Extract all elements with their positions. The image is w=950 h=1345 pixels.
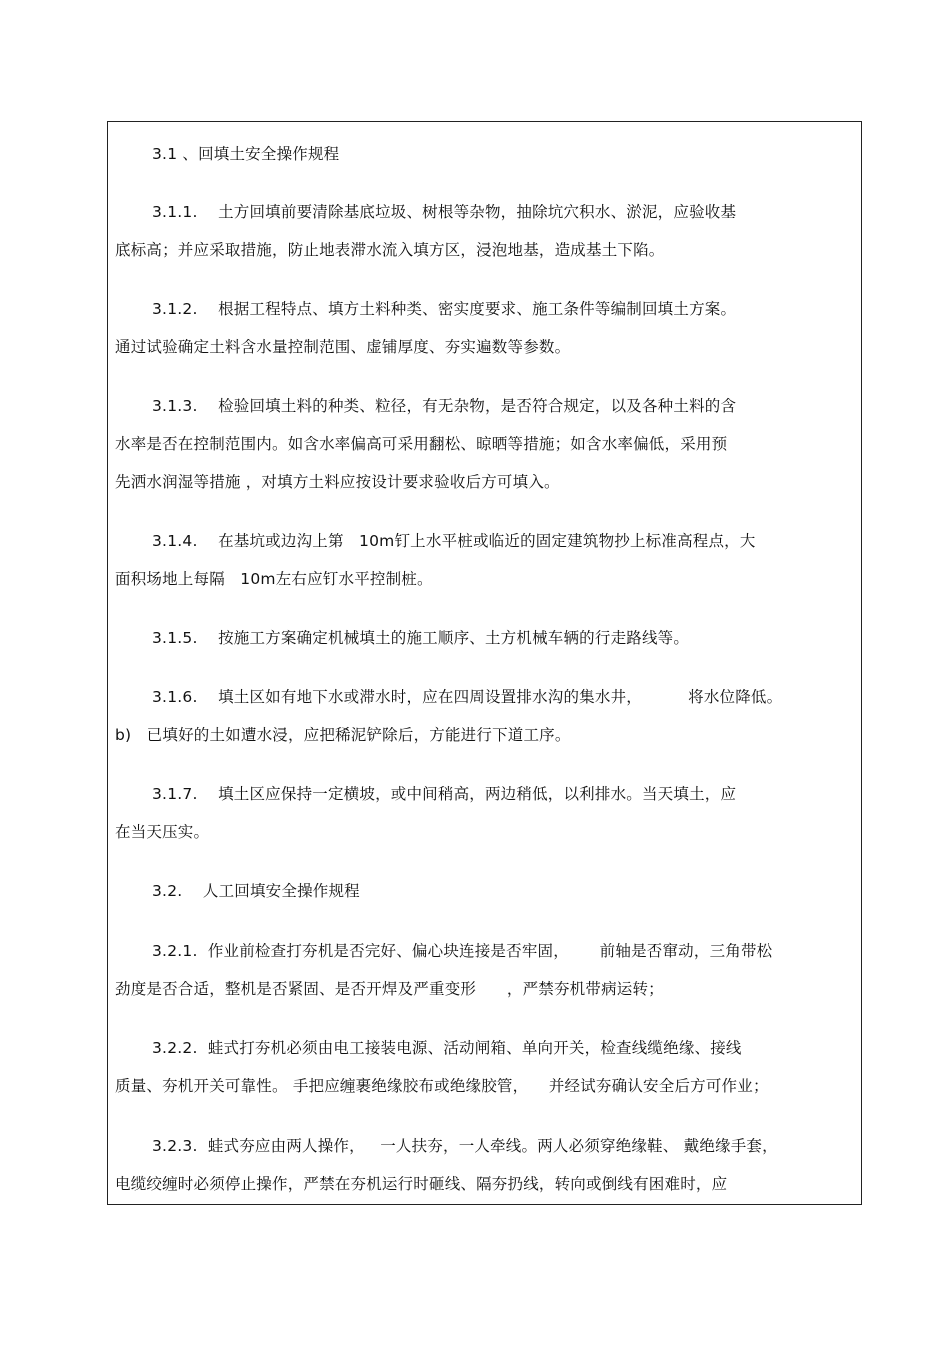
paragraph-first-line: 3.1.5. 按施工方案确定机械填土的施工顺序、土方机械车辆的行走路线等。: [152, 629, 690, 647]
paragraph-line: 通过试验确定土料含水量控制范围、虚铺厚度、夯实遍数等参数。: [115, 338, 571, 356]
paragraph-line: 面积场地上每隔 10m左右应钉水平控制桩。: [115, 570, 433, 588]
paragraph-line: b) 已填好的土如遭水浸，应把稀泥铲除后，方能进行下道工序。: [115, 726, 571, 744]
paragraph-first-line: 3.1.1. 土方回填前要清除基底垃圾、树根等杂物，抽除坑穴积水、淤泥，应验收基: [152, 203, 737, 221]
paragraph-line: 底标高；并应采取措施，防止地表滞水流入填方区，浸泡地基，造成基土下陷。: [115, 241, 665, 259]
paragraph-line: 水率是否在控制范围内。如含水率偏高可采用翻松、晾晒等措施；如含水率偏低，采用预: [115, 435, 728, 453]
paragraph-first-line: 3.1.6. 填土区如有地下水或滞水时，应在四周设置排水沟的集水井， 将水位降低。: [152, 688, 783, 706]
paragraph-first-line: 3.2. 人工回填安全操作规程: [152, 882, 360, 900]
paragraph-first-line: 3.1.3. 检验回填土料的种类、粒径，有无杂物，是否符合规定，以及各种土料的含: [152, 397, 737, 415]
paragraph-line: 电缆绞缠时必须停止操作，严禁在夯机运行时砸线、隔夯扔线，转向或倒线有困难时，应: [115, 1175, 728, 1193]
paragraph-line: 劲度是否合适，整机是否紧固、是否开焊及严重变形 ，严禁夯机带病运转；: [115, 980, 664, 998]
paragraph-first-line: 3.2.3. 蛙式夯应由两人操作， 一人扶夯，一人牵线。两人必须穿绝缘鞋、 戴绝缘手套，: [152, 1137, 778, 1155]
paragraph-first-line: 3.1.2. 根据工程特点、填方土料种类、密实度要求、施工条件等编制回填土方案。: [152, 300, 737, 318]
paragraph-first-line: 3.2.2. 蛙式打夯机必须由电工接装电源、活动闸箱、单向开关，检查线缆绝缘、接线: [152, 1039, 742, 1057]
paragraph-first-line: 3.1.7. 填土区应保持一定横坡，或中间稍高，两边稍低，以利排水。当天填土，应: [152, 785, 737, 803]
paragraph-line: 在当天压实。: [115, 823, 210, 841]
paragraph-line: 质量、夯机开关可靠性。 手把应缠裹绝缘胶布或绝缘胶管， 并经试夯确认安全后方可作业；: [115, 1077, 769, 1095]
paragraph-line: 先洒水润湿等措施 ，对填方土料应按设计要求验收后方可填入。: [115, 473, 560, 491]
paragraph-first-line: 3.1.4. 在基坑或边沟上第 10m钉上水平桩或临近的固定建筑物抄上标准高程点，大: [152, 532, 756, 550]
paragraph-first-line: 3.1 、回填土安全操作规程: [152, 145, 340, 163]
paragraph-first-line: 3.2.1. 作业前检查打夯机是否完好、偏心块连接是否牢固， 前轴是否窜动，三角带松: [152, 942, 773, 960]
